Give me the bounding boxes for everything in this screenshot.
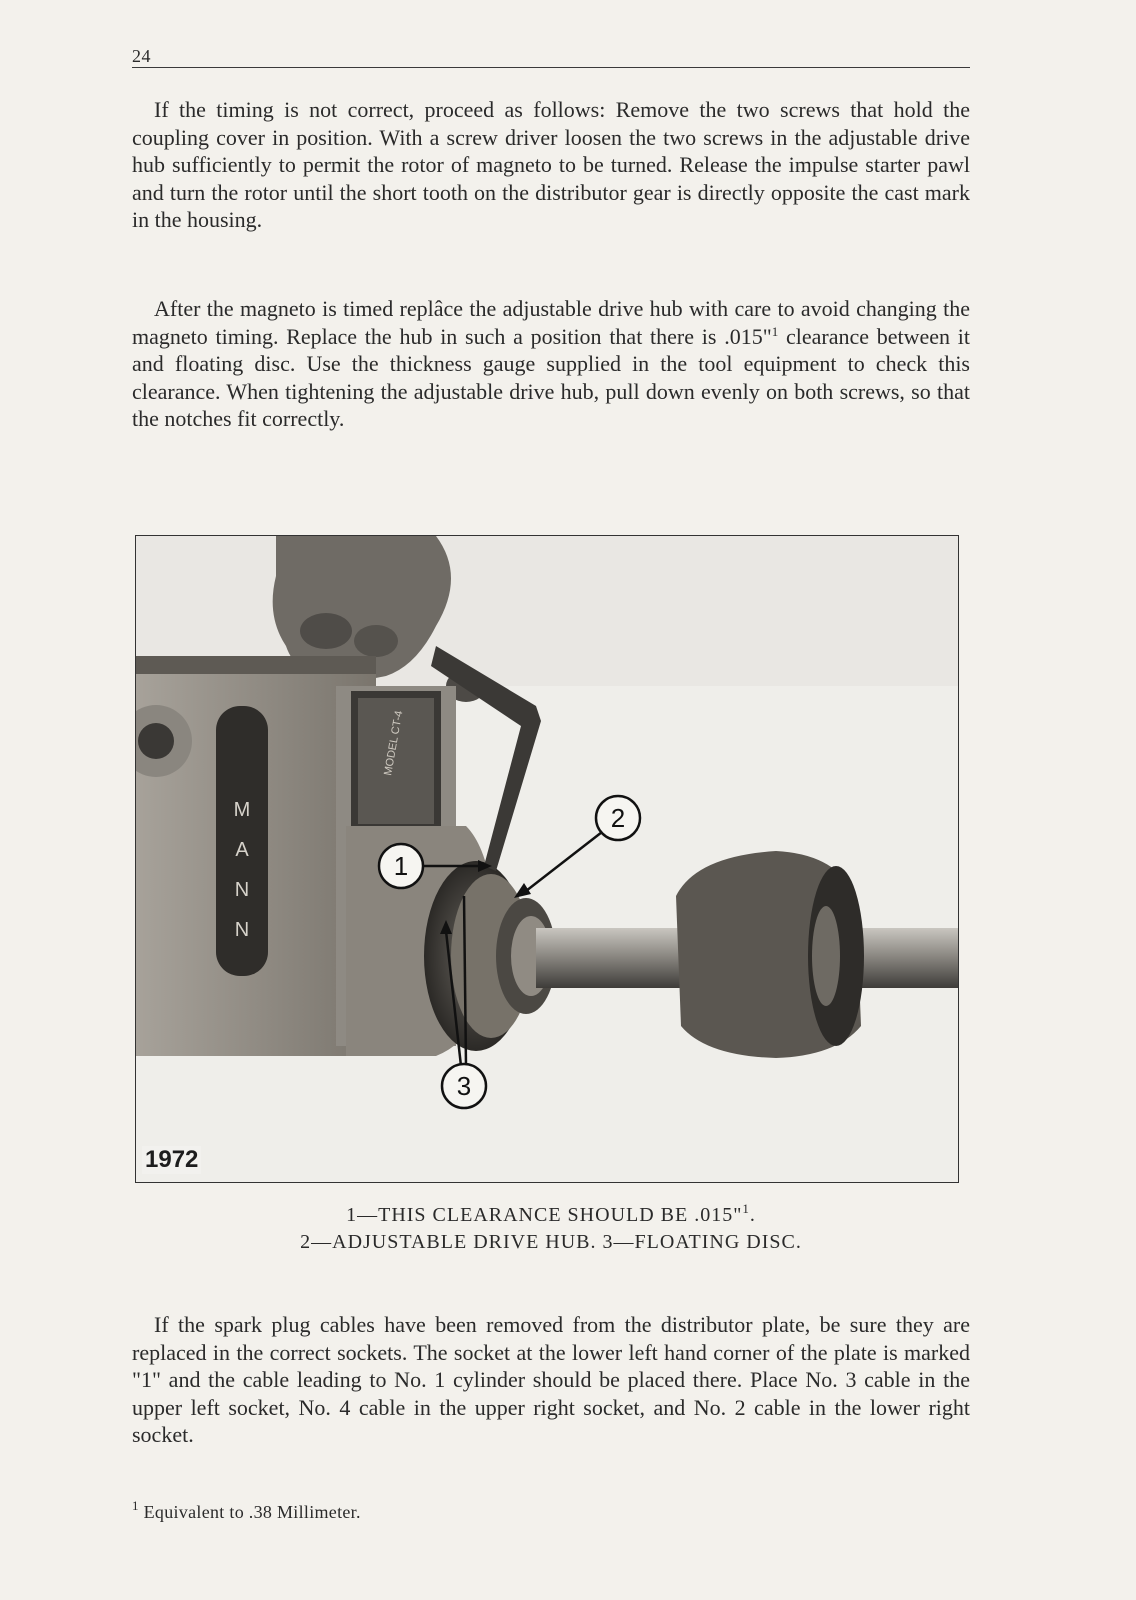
caption-line-1-end: . [749,1204,756,1226]
paragraph-spark-plug-cables: If the spark plug cables have been removed from the distributor plate, be sure they are replaced in the correct sockets. The socket at the lower left hand corner of the plate is marked "1" and the cable leading to No. 1 cylinder should be placed there. Place No. 3 cable in the upper left socket, No. 4 cable in the upper right socket, and No. 2 cable in the lower right socket. [132,1312,970,1447]
paragraph-drive-hub-part2: clearance between it and floating disc. Use the thickness gauge supplied in the tool equipment to check this clearance. When tightening the adjustable drive hub, pull down evenly on both screws, so that the notches fit correctly. [132,323,971,431]
nameplate-text: MODEL CT-4 [382,709,406,777]
housing-lettering-4: N [234,919,250,941]
footnote-marker: 1 [132,1498,139,1513]
page-number: 24 [132,46,151,66]
callout-3 [442,1064,486,1108]
callout-2 [596,796,640,840]
housing-lettering-2: A [235,839,249,861]
footnote [132,1498,361,1523]
callout-1 [379,844,423,888]
coupling-drum [676,851,864,1058]
magneto-illustration [136,536,958,1182]
caption-line-1-text: 1—THIS CLEARANCE SHOULD BE .015" [346,1204,743,1226]
housing-lettering-3: N [234,879,250,901]
caption-footnote-ref: 1 [742,1201,750,1216]
figure-caption-line-2: 2—ADJUSTABLE DRIVE HUB. 3—FLOATING DISC. [300,1231,802,1253]
magneto-figure [135,535,959,1183]
paragraph-drive-hub [132,295,970,433]
svg-text:1: 1 [393,851,409,881]
paragraph-drive-hub-part1: After the magneto is timed replâce the adjustable drive hub with care to avoid changing the magneto timing. Replace the hub in such a position that there is .015" [132,296,970,349]
svg-text:3: 3 [456,1071,472,1101]
svg-text:2: 2 [610,803,626,833]
header-rule [132,67,970,68]
footnote-ref: 1 [771,323,779,339]
paragraph-timing: If the timing is not correct, proceed as follows: Remove the two screws that hold the coupling cover in position. With a screw driver loosen the two screws in the adjustable drive hub sufficiently to permit the rotor of magneto to be turned. Release the impulse starter pawl and turn the rotor until the short tooth on the distributor gear is directly opposite the cast mark in the housing. [132,97,970,232]
figure-caption-line-1 [132,1203,970,1227]
housing-lettering-1: M [233,799,251,821]
footnote-text: Equivalent to .38 Millimeter. [138,1502,361,1522]
figure-number: 1972 [142,1146,201,1174]
